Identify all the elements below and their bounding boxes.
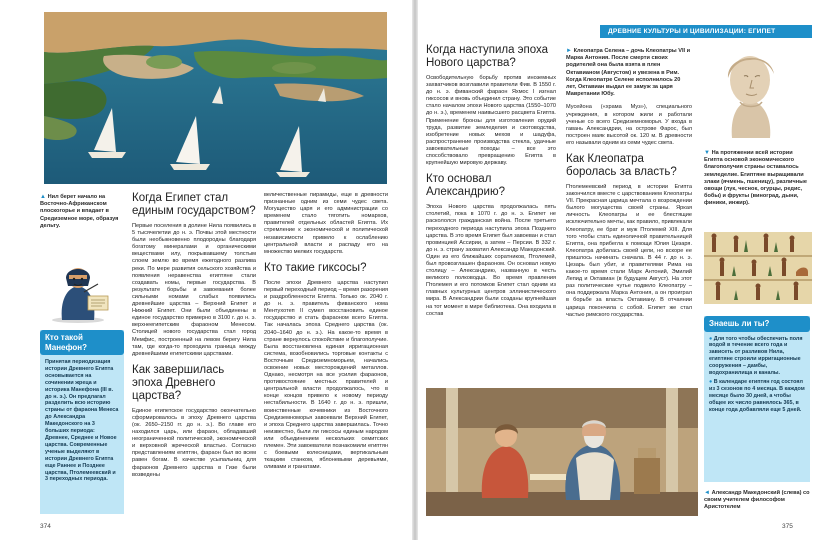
scribe-illustration: [44, 262, 116, 324]
alexandria-heading: Кто основал Александрию?: [426, 173, 505, 199]
fresco-caption-text: На протяжении всей истории Египта основой экономического благополучия страны оставалось земледелие. Египтяне выращивали злаки (ячмень, пшеницу), различные овощи (лук, чеснок, огурцы, редис, бобы) и фрукты (виноград, дыни, финики, инжир).: [704, 150, 808, 207]
unified-paragraph: Первые поселения в долине Нила появились в 5 тысячелетии до н. э. Почвы этой местности были необыкновенно плодородны благодаря богатому минералами и органическими веществами илу, покрывавшему толстым слоем землю во время ежегодного разлива реки. По мере развития сельского хозяйства и появления неравенства египтяне стали создавать номы, первые государства. В результате борьбы и завоевания более сильными номами слабых появились древнейшие царства – Верхний Египет и Нижний Египет. Они были объединены в единое государство примерно в 3100 г. до н. э. верхнеегипетским фараоном Менесом. Столицей нового государства стал город Мемфис, построенный на левом берегу Нила там, где когда-то проходила граница между древнейшими египетскими царствами.: [132, 223, 256, 357]
did-you-know-list: [704, 332, 810, 420]
hyksos-heading: Кто такие гиксосы?: [264, 261, 367, 274]
section-header-band: ДРЕВНИЕ КУЛЬТУРЫ И ЦИВИЛИЗАЦИИ: ЕГИПЕТ: [600, 25, 812, 38]
manetho-sidebar: [40, 330, 124, 514]
new-kingdom-heading: Когда наступила эпоха Нового царства?: [426, 44, 549, 69]
left-column-1: [132, 192, 256, 480]
old-kingdom-paragraph-2: величественные пирамиды, еще в древности признанные одним из семи чудес света. Могущество царя и его администрации со временем стало тяготить номархов, правителей отдельных областей Египта. Их стремление к экономической и политической независимости привело к ослаблению центральной власти и распаду его на множество мелких государств.: [264, 192, 388, 255]
old-kingdom-heading: Как завершилась эпоха Древнего царства?: [132, 363, 225, 402]
page-gutter: [412, 0, 418, 540]
manetho-sidebar-text: Принятая периодизация истории Древнего Египта основывается на сочинении жреца и историка Манефона (III в. до н. э.). Он предлагал разделить всю историю страны от фараона Менеса до Александра Македонского на 3 больших периода: Древнее, Среднее и Новое царства. Современные ученые выделяют в истории Древнего Египта еще Раннее и Позднее царства, Птолемеевский и 3 переходных периода.: [45, 359, 119, 483]
caption-arrow-icon: ▲: [40, 194, 48, 200]
right-column-2: [566, 48, 692, 320]
nile-photo: [44, 12, 387, 184]
cleopatra-heading: Как Клеопатра боролась за власть?: [566, 152, 677, 178]
right-page-number: 375: [782, 523, 793, 530]
hyksos-paragraph: После эпохи Древнего царства наступил первый переходный период – время разорения и раздробленности Египта. Только ок. 2040 г. до н. э. правитель фиванского нома Ментухотеп II сумел восстановить единое государство и стать фараоном всего Египта. Так началась эпоха Среднего царства (ок. 2040–1640 до н. э.). На какое-то время в стране вернулось спокойствие и благополучие. Была восстановлена единая ирригационная система, возобновились торговые контакты с Восточным Средиземноморьем, начались освоение новых месторождений металлов. Однако, несмотря на все усилия фараонов, противостояние местных правителей и центральной власти продолжалось, что в конце концов привело к новому периоду нестабильности. В 1640 г. до н. э. пришли, воинственные кочевники из Восточного Средиземноморья завоевали Верхний Египет, и эпоха Среднего царства завершилась. Точно неизвестно, были ли гиксосы единым народом или объединением нескольких семитских племен. Эти завоеватели познакомили египтян с боевыми колесницами, вертикальным ткацким станком, яблоневыми деревьями, оливами и гранатами.: [264, 279, 388, 471]
did-you-know-sidebar: [704, 316, 810, 482]
manetho-sidebar-title: Кто такой Манефон?: [40, 330, 124, 355]
fact-text: Для того чтобы обеспечить поля водой в течение всего года и зависеть от разливов Нила, египтяне строили ирригационные сооружения – дамбы, водохранилища и каналы.: [709, 335, 803, 377]
alexandria-paragraph: Эпоха Нового царства продолжалась пять столетий, пока в 1070 г. до н. э. Египет не раскололся гражданская война. После третьего переходного периода наступила эпоха Позднего царства. В это время Египет был завоеван и стал провинцией Ассирии, а затем – Персии. В 332 г. до н. э. страну захватил Александр Македонский. Один из его ближайших соратников, Птолемей, был провозглашен фараоном. Он основал новую столицу – Александрию, названную в честь великого полководца. Во время правления Птолемея и его потомков Египет стал одним из главных культурных центров эллинистического мира. В Александрии были созданы крупнейшая на тот момент в мире библиотека. Она входила в состав: [426, 204, 556, 317]
right-column-1: [426, 44, 556, 319]
alexander-caption-text: Александр Македонский (слева) со своим учителем философом Аристотелем: [704, 490, 810, 511]
left-page-number: 374: [40, 523, 51, 530]
caption-arrow-icon: ▼: [704, 150, 712, 156]
nile-caption: [40, 194, 132, 230]
unified-heading: Когда Египет стал единым государством?: [132, 192, 256, 217]
fact-item: [709, 336, 805, 377]
old-kingdom-paragraph-1: Единое египетское государство окончательно сформировалось в эпоху Древнего царства (ок. 2650–2150 гг. до н. э.). Во главе его находился царь, или фараон, обладавший неограниченной политической, экономической и верховной жреческой властью. Согласно представлениям египтян, фараон был во всем равен богам. В качестве усыпальниц для фараонов Древнего царства в Гизе были возведены: [132, 407, 256, 478]
fresco-caption: [704, 150, 810, 208]
bullet-icon: ●: [709, 378, 714, 385]
new-kingdom-paragraph: Освободительную борьбу против иноземных захватчиков возглавили правители Фив. В 1550 г. до н. э. фиванский фараон Яхмос I изгнал гиксосов и вновь объединил страну. Это событие стало началом эпохи Нового царства (1550–1070 до н. э.), временем наивысшего расцвета Египта. Применение бронзы для изготовления орудий труда, развитие земледелия и скотоводства, изобретение новых мехов и шадуфа, распространение производства стекла, удачные завоевательные походы – все это способствовало превращению Египта в крупнейшую мировую державу.: [426, 75, 556, 167]
alexander-aristotle-painting: [426, 388, 698, 516]
cleopatra-selena-caption-text: Клеопатра Селена – дочь Клеопатры VII и Марка Антония. После смерти своих родителей она была взята в плен Октавианом (Августом) и увезена в Рим. Когда Клеопатре Селене исполнилось 20 лет, Октавиан выдал ее замуж за царя Мавретании Юбу.: [566, 48, 691, 98]
fact-text: В календаре египтян год состоял из 3 сезонов по 4 месяца. В каждом месяце было 30 дней, а чтобы общее их число равнялось 365, в конце года добавляли еще 5 дней.: [709, 378, 805, 413]
bullet-icon: ●: [709, 335, 714, 342]
caption-arrow-icon: ◄: [704, 490, 712, 496]
museum-paragraph: Мусейона («храма Муз»), специального учреждения, в котором жили и работали ученые со всего Средиземноморья. У входа в гавань Александрии, на острове Фарос, был построен маяк высотой ок. 120 м. В древности его называли одним из семи чудес света.: [566, 104, 692, 146]
alexander-caption: [704, 490, 810, 512]
fact-item: [709, 379, 805, 414]
did-you-know-title: Знаешь ли ты?: [704, 316, 810, 332]
cleopatra-selena-bust: [700, 42, 800, 142]
caption-arrow-icon: ►: [566, 48, 574, 54]
cleopatra-paragraph: Птолемеевский период в истории Египта закончился вместе с царствованием Клеопатры VII. Прекрасная царица мечтала о возрождении былого могущества своей страны. Яркая личность Клеопатры и ее блестящие исключительно мечты, как правило, привлекали Клеопатру, ее брат и муж Птолемей XIII. Для того чтобы стать единоличной правительницей Египта, она прибегла к помощи Юлия Цезаря. Клеопатра добилась своей цели, но вскоре ее пришлось начинать сначала. В 44 г. до н. э. Цезарь был убит, и правителями Рима на какое-то время стали Марк Антоний, Эмилий Лепид и Октавиан (в будущем Август). На этот раз политические чутье подвело Клеопатру – она поддержала Марка Антония, а он проиграл в борьбе за власть Октавиану. В отчаянии царица покончила с собой. Египет же стал частью римского государства.: [566, 183, 692, 318]
agriculture-fresco: [704, 232, 812, 304]
nile-caption-text: Нил берет начало на Восточно-Африканском плоскогорье и впадает в Средиземное море, образуя дельту.: [40, 194, 119, 229]
cleopatra-selena-caption: [566, 48, 692, 98]
left-column-2: [264, 192, 388, 472]
